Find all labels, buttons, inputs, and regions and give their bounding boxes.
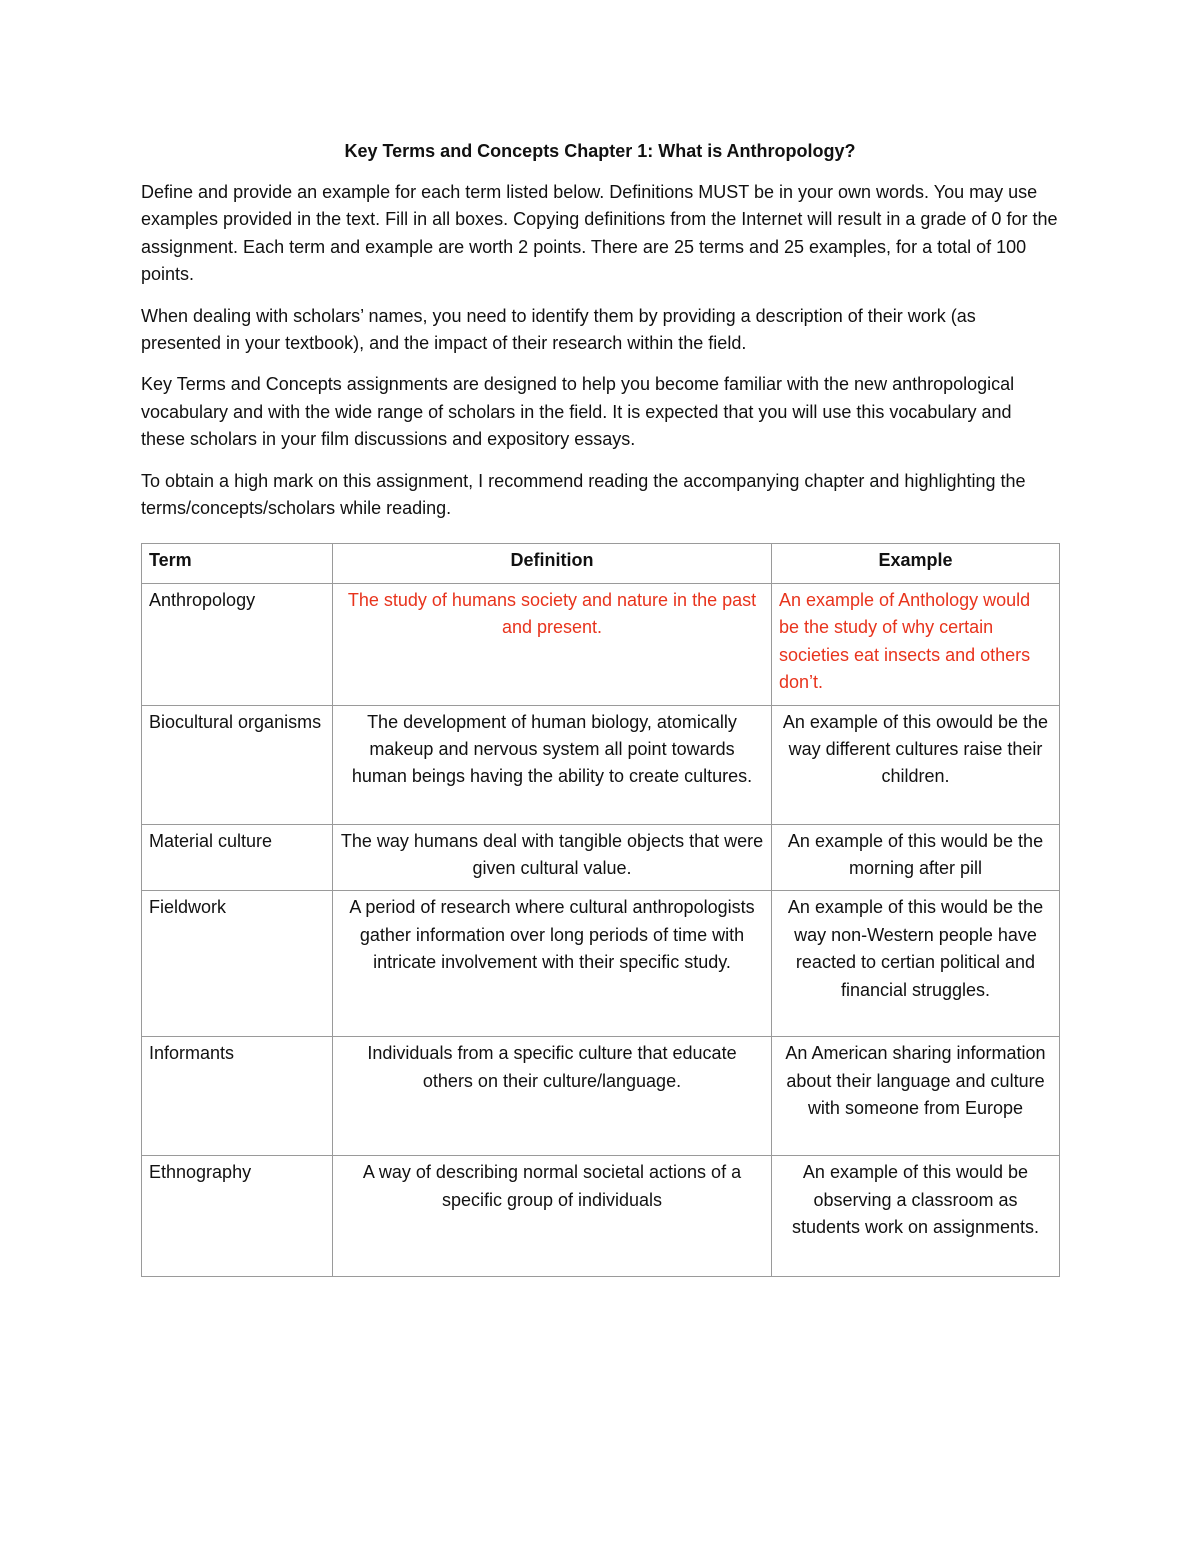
header-term: Term (142, 544, 333, 583)
definition-cell: The way humans deal with tangible objects that were given cultural value. (333, 824, 772, 891)
term-cell: Fieldwork (142, 891, 333, 1037)
definition-cell: The study of humans society and nature in the past and present. (333, 583, 772, 705)
example-cell: An example of this owould be the way different cultures raise their children. (772, 705, 1060, 824)
header-definition: Definition (333, 544, 772, 583)
header-example: Example (772, 544, 1060, 583)
document-page (141, 138, 1059, 1277)
term-cell: Anthropology (142, 583, 333, 705)
definition-cell: Individuals from a specific culture that educate others on their culture/language. (333, 1037, 772, 1156)
example-cell: An American sharing information about their language and culture with someone from Europe (772, 1037, 1060, 1156)
definition-cell: A period of research where cultural anthropologists gather information over long periods of time with intricate involvement with their specific study. (333, 891, 772, 1037)
table-row (142, 705, 1060, 824)
example-cell: An example of this would be the morning after pill (772, 824, 1060, 891)
term-cell: Ethnography (142, 1156, 333, 1277)
table-header-row (142, 544, 1060, 583)
document-title: Key Terms and Concepts Chapter 1: What is Anthropology? (344, 141, 856, 161)
table-row (142, 1037, 1060, 1156)
recommendation-paragraph: To obtain a high mark on this assignment, I recommend reading the accompanying chapter and highlighting the terms/concepts/scholars while reading. (141, 470, 1026, 519)
table-row (142, 1156, 1060, 1277)
key-terms-table (141, 543, 1060, 1277)
example-cell: An example of this would be observing a classroom as students work on assignments. (772, 1156, 1060, 1277)
term-cell: Informants (142, 1037, 333, 1156)
term-cell: Biocultural organisms (142, 705, 333, 824)
scholars-paragraph: When dealing with scholars’ names, you need to identify them by providing a description of their work (as presented in your textbook), and the impact of their research within the field. (141, 305, 976, 354)
instructions-paragraph: Define and provide an example for each term listed below. Definitions MUST be in your own words. You may use examples provided in the text. Fill in all boxes. Copying definitions from the Internet will result in a grade of 0 for the assignment. Each term and example are worth 2 points. There are 25 terms and 25 examples, for a total of 100 points. (141, 182, 1058, 285)
term-cell: Material culture (142, 824, 333, 891)
example-cell: An example of Anthology would be the study of why certain societies eat insects and others don’t. (772, 583, 1060, 705)
definition-cell: The development of human biology, atomically makeup and nervous system all point towards human beings having the ability to create cultures. (333, 705, 772, 824)
table-row (142, 891, 1060, 1037)
example-cell: An example of this would be the way non-Western people have reacted to certian political and financial struggles. (772, 891, 1060, 1037)
table-row (142, 824, 1060, 891)
definition-cell: A way of describing normal societal actions of a specific group of individuals (333, 1156, 772, 1277)
purpose-paragraph: Key Terms and Concepts assignments are designed to help you become familiar with the new anthropological vocabulary and with the wide range of scholars in the field. It is expected that you will use this vocabulary and these scholars in your film discussions and expository essays. (141, 374, 1015, 450)
table-row (142, 583, 1060, 705)
